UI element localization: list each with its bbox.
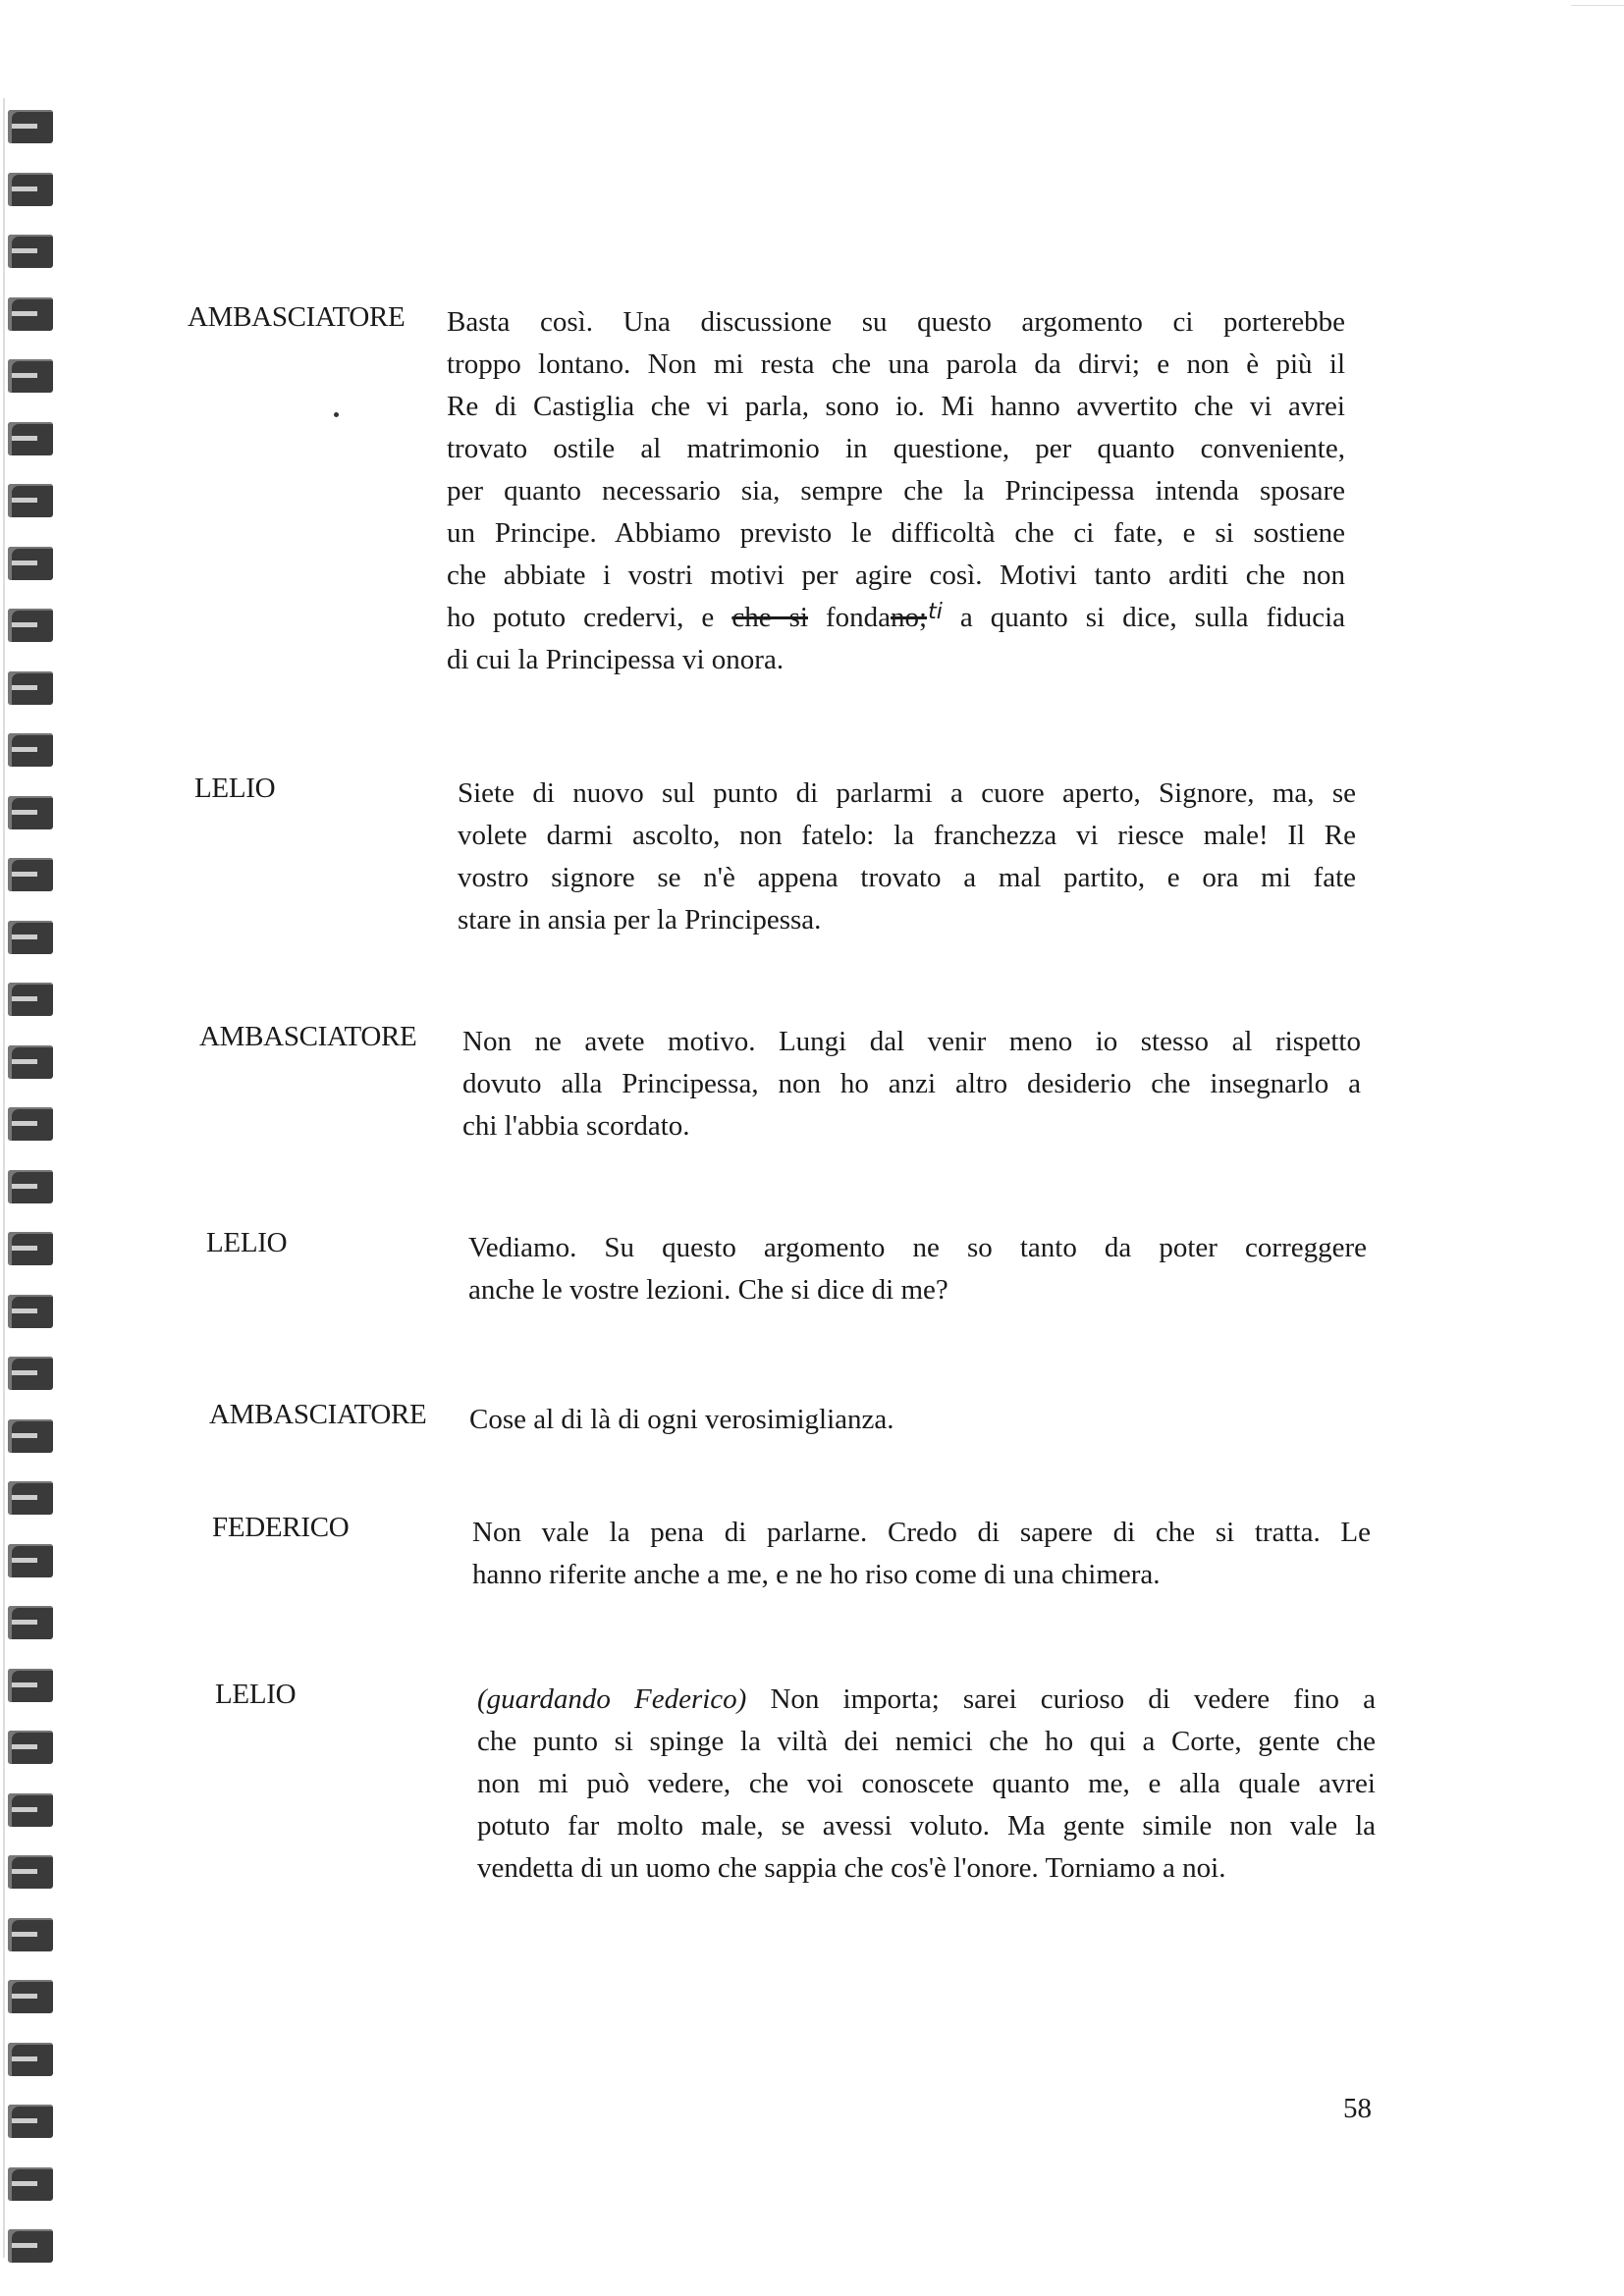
text-line: volete darmi ascolto, non fatelo: la franchezza vi riesce male! Il Re <box>458 820 1356 851</box>
text-line: vostro signore se n'è appena trovato a mal partito, e ora mi fate <box>458 862 1356 893</box>
binding-ring-icon <box>8 2043 53 2076</box>
binding-ring-icon <box>8 2229 53 2263</box>
binding-ring-icon <box>8 671 53 705</box>
speech-text <box>477 1679 1376 1890</box>
speaker-name: AMBASCIATORE <box>199 1021 417 1052</box>
speaker-name: LELIO <box>206 1227 288 1258</box>
speaker-name: AMBASCIATORE <box>188 301 406 333</box>
text-line: Basta così. Una discussione su questo argomento ci porterebbe <box>447 306 1345 338</box>
binding-ring-icon <box>8 1669 53 1702</box>
binding-ring-icon <box>8 1107 53 1141</box>
binding-ring-icon <box>8 1855 53 1889</box>
binding-ring-icon <box>8 547 53 580</box>
scan-edge <box>1571 5 1624 6</box>
text-line: dovuto alla Principessa, non ho anzi altro desiderio che insegnarlo a <box>462 1068 1361 1099</box>
binding-ring-icon <box>8 858 53 891</box>
text-line: hanno riferite anche a me, e ne ho riso come di una chimera. <box>472 1559 1161 1590</box>
binding-ring-icon <box>8 297 53 331</box>
page-number: 58 <box>1343 2093 1372 2124</box>
speaker-name: LELIO <box>194 773 276 804</box>
binding-ring-icon <box>8 484 53 517</box>
binding-ring-icon <box>8 1544 53 1577</box>
speech-text <box>472 1512 1371 1596</box>
binding-ring-icon <box>8 1731 53 1764</box>
text-line: un Principe. Abbiamo previsto le difficoltà che ci fate, e si sostiene <box>447 517 1345 549</box>
speech-text <box>458 773 1356 941</box>
binding-ring-icon <box>8 110 53 143</box>
speaker-name: FEDERICO <box>212 1512 350 1543</box>
struck-text: che si <box>731 602 808 633</box>
binding-ring-icon <box>8 1918 53 1951</box>
binding-ring-icon <box>8 796 53 829</box>
stage-direction: (guardando Federico) <box>477 1683 747 1715</box>
binding-edge <box>3 98 5 2258</box>
text-line: vendetta di un uomo che sappia che cos'è l'onore. Torniamo a noi. <box>477 1852 1226 1884</box>
text-line: trovato ostile al matrimonio in questione, per quanto conveniente, <box>447 433 1345 464</box>
text-segment: a quanto si dice, sulla fiducia <box>942 602 1345 633</box>
text-line: Non vale la pena di parlarne. Credo di sapere di che si tratta. Le <box>472 1517 1371 1548</box>
text-line: che abbiate i vostri motivi per agire così. Motivi tanto arditi che non <box>447 560 1345 591</box>
binding-ring-icon <box>8 1170 53 1203</box>
text-line: Cose al di là di ogni verosimiglianza. <box>469 1404 894 1435</box>
text-line: potuto far molto male, se avessi voluto. Ma gente simile non vale la <box>477 1810 1376 1842</box>
text-line: chi l'abbia scordato. <box>462 1110 690 1142</box>
text-segment: Non importa; sarei curioso di vedere fino a <box>746 1683 1377 1715</box>
text-line <box>447 597 1345 639</box>
handwritten-correction: ti <box>928 600 943 624</box>
text-line: Non ne avete motivo. Lungi dal venir meno io stesso al rispetto <box>462 1026 1361 1057</box>
text-line: per quanto necessario sia, sempre che la Principessa intenda sposare <box>447 475 1345 507</box>
struck-text: no; <box>891 602 928 633</box>
text-line <box>477 1679 1376 1721</box>
text-line: non mi può vedere, che voi conoscete quanto me, e alla quale avrei <box>477 1768 1376 1799</box>
binding-ring-icon <box>8 1045 53 1079</box>
binding-ring-icon <box>8 1357 53 1390</box>
text-line: stare in ansia per la Principessa. <box>458 904 822 935</box>
text-line: Re di Castiglia che vi parla, sono io. Mi hanno avvertito che vi avrei <box>447 391 1345 422</box>
text-line: Vediamo. Su questo argomento ne so tanto da poter correggere <box>468 1232 1367 1263</box>
binding-ring-icon <box>8 1481 53 1515</box>
speech-text <box>447 301 1345 681</box>
binding-ring-icon <box>8 422 53 455</box>
text-segment: ho potuto credervi, e <box>447 602 732 633</box>
binding-ring-icon <box>8 173 53 206</box>
binding-ring-icon <box>8 359 53 393</box>
ink-dot <box>334 412 339 417</box>
speaker-name: LELIO <box>215 1679 297 1710</box>
binding-ring-icon <box>8 2105 53 2138</box>
binding-ring-icon <box>8 1606 53 1639</box>
binding-ring-icon <box>8 733 53 767</box>
text-line: anche le vostre lezioni. Che si dice di me? <box>468 1274 948 1306</box>
text-line: che punto si spinge la viltà dei nemici che ho qui a Corte, gente che <box>477 1726 1376 1757</box>
binding-ring-icon <box>8 2167 53 2201</box>
binding-ring-icon <box>8 1419 53 1453</box>
speech-text <box>469 1399 1368 1441</box>
text-line: troppo lontano. Non mi resta che una parola da dirvi; e non è più il <box>447 348 1345 380</box>
binding-ring-icon <box>8 1295 53 1328</box>
binding-ring-icon <box>8 609 53 642</box>
speaker-name: AMBASCIATORE <box>209 1399 427 1430</box>
binding-ring-icon <box>8 983 53 1016</box>
text-line: Siete di nuovo sul punto di parlarmi a cuore aperto, Signore, ma, se <box>458 777 1356 809</box>
text-segment: fonda <box>807 602 892 633</box>
binding-ring-icon <box>8 921 53 954</box>
text-line: di cui la Principessa vi onora. <box>447 644 785 675</box>
binding-ring-icon <box>8 1232 53 1265</box>
speech-text <box>462 1021 1361 1148</box>
speech-text <box>468 1227 1367 1311</box>
binding-ring-icon <box>8 1793 53 1827</box>
binding-ring-icon <box>8 235 53 268</box>
binding-ring-icon <box>8 1980 53 2013</box>
spiral-binding <box>0 0 93 2296</box>
